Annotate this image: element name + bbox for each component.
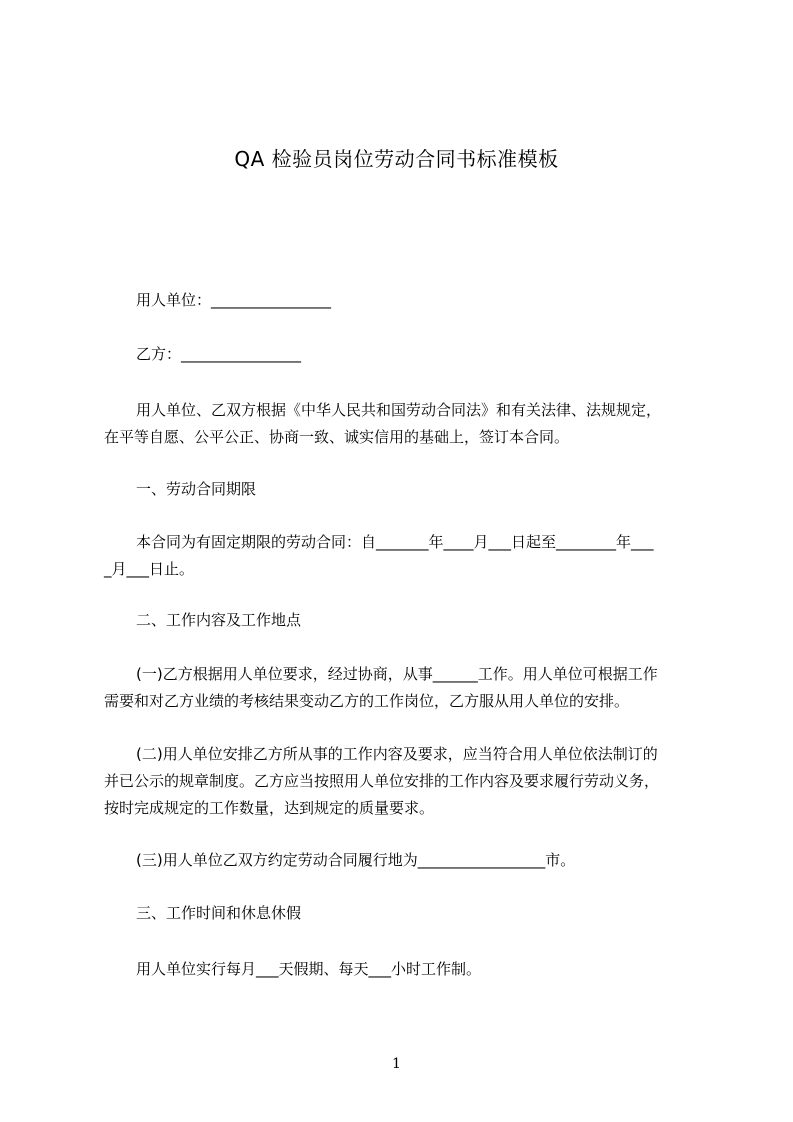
section-2-p1-line-2: 需要和对乙方业绩的考核结果变动乙方的工作岗位，乙方服从用人单位的安排。 <box>104 692 630 710</box>
section-3-heading: 三、工作时间和休息休假 <box>136 904 302 922</box>
section-1-line-1: 本合同为有固定期限的劳动合同：自_______年____月___日起至________年___ <box>136 533 654 551</box>
section-1-heading: 一、劳动合同期限 <box>136 480 257 498</box>
employee-line: 乙方：________________ <box>136 345 302 363</box>
section-2-heading: 二、工作内容及工作地点 <box>136 611 302 629</box>
section-3-line-1: 用人单位实行每月___天假期、每天___小时工作制。 <box>136 960 482 978</box>
section-2-p3-line-1: (三)用人单位乙双方约定劳动合同履行地为_________________市。 <box>136 851 576 869</box>
intro-line-2: 在平等自愿、公平公正、协商一致、诚实信用的基础上，签订本合同。 <box>104 428 570 446</box>
employer-line: 用人单位：________________ <box>136 291 332 309</box>
section-2-p1-line-1: (一)乙方根据用人单位要求，经过协商，从事______工作。用人单位可根据工作 <box>136 665 658 683</box>
section-2-p2-line-2: 并已公示的规章制度。乙方应当按照用人单位安排的工作内容及要求履行劳动义务， <box>104 772 660 790</box>
document-title: QA 检验员岗位劳动合同书标准模板 <box>234 147 559 171</box>
intro-line-1: 用人单位、乙双方根据《中华人民共和国劳动合同法》和有关法律、法规规定， <box>136 401 662 419</box>
page-number: 1 <box>392 1056 401 1072</box>
section-1-line-2: _月___日止。 <box>104 560 195 578</box>
section-2-p2-line-1: (二)用人单位安排乙方所从事的工作内容及要求，应当符合用人单位依法制订的 <box>136 745 658 763</box>
section-2-p2-line-3: 按时完成规定的工作数量，达到规定的质量要求。 <box>104 799 435 817</box>
